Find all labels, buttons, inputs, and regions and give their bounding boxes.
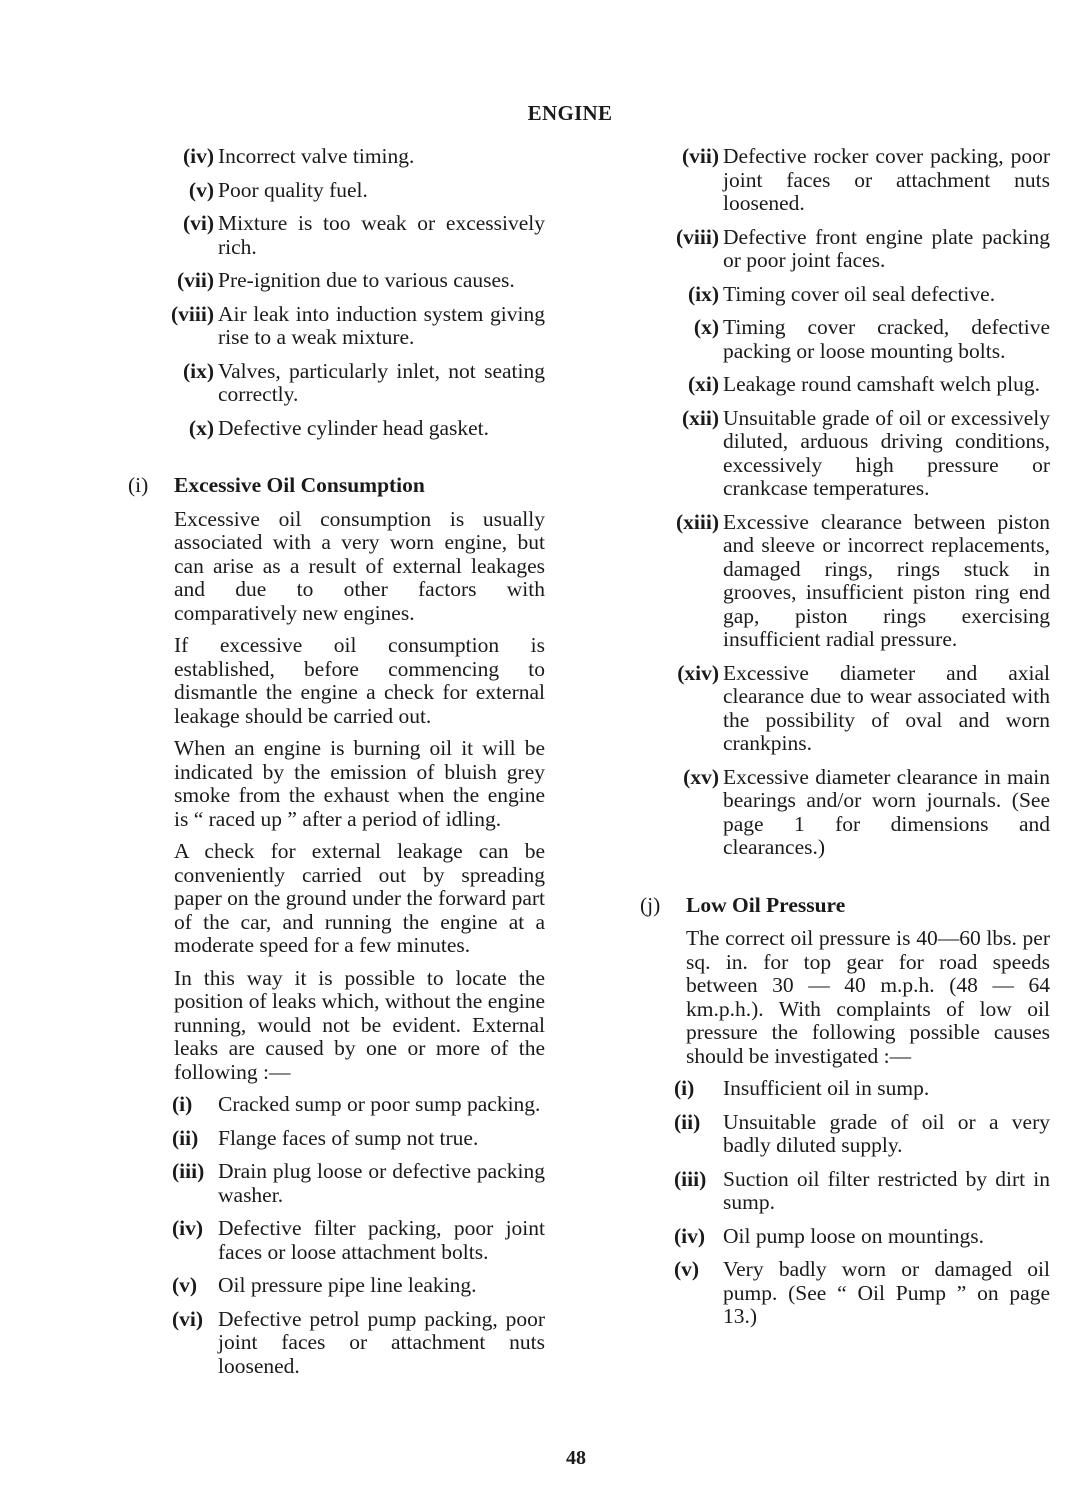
- item-number: (xii): [681, 405, 719, 430]
- item-number: (i): [172, 1092, 193, 1116]
- list-item: [150, 1127, 545, 1151]
- paragraph: When an engine is burning oil it will be indicated by the emission of bluish grey smoke from the exhaust when the engine is “ raced up ” after a period of idling.: [174, 736, 545, 831]
- paragraph: The correct oil pressure is 40—60 lbs. per sq. in. for top gear for road speeds between 30 — 40 m.p.h. (48 — 64 km.p.h.). With complaints of low oil pressure the following possible causes should be investigated :—: [686, 926, 1050, 1068]
- list-item: [662, 226, 1050, 273]
- item-number: (xi): [687, 372, 719, 396]
- item-number: (vii): [176, 268, 214, 292]
- list-item: [662, 407, 1050, 501]
- item-number: (xiii): [676, 509, 719, 534]
- item-number: (ix): [687, 281, 719, 306]
- section-title: Low Oil Pressure: [686, 892, 846, 917]
- item-number: (viii): [171, 301, 214, 326]
- item-text: Excessive diameter clearance in main bearings and/or worn journals. (See page 1 for dimensions and clearances.): [723, 764, 1050, 859]
- item-text: Unsuitable grade of oil or a very badly diluted supply.: [723, 1109, 1050, 1157]
- item-text: Air leak into induction system giving rise to a weak mixture.: [218, 301, 545, 349]
- item-text: Defective petrol pump packing, poor joint faces or attachment nuts loosened.: [218, 1306, 545, 1378]
- list-item: [150, 1308, 545, 1379]
- list-item: [662, 373, 1050, 397]
- paragraph: If excessive oil consumption is established, before commencing to dismantle the engine a check for external leakage should be carried out.: [174, 633, 545, 728]
- item-number: (x): [693, 315, 719, 339]
- item-number: (i): [674, 1076, 695, 1100]
- list-item: [150, 1160, 545, 1207]
- item-number: (ix): [182, 358, 214, 383]
- item-text: Pre-ignition due to various causes.: [218, 268, 515, 292]
- list-item: [150, 417, 545, 441]
- left-column: [128, 144, 545, 1388]
- list-item: [662, 766, 1050, 860]
- list-item: [150, 1093, 545, 1117]
- item-number: (ii): [674, 1109, 701, 1134]
- item-number: (iv): [182, 144, 214, 168]
- item-text: Leakage round camshaft welch plug.: [723, 372, 1040, 396]
- item-text: Defective front engine plate packing or poor joint faces.: [723, 224, 1050, 272]
- paragraph: In this way it is possible to locate the position of leaks which, without the engine running, would not be evident. External leaks are caused by one or more of the following :—: [174, 965, 545, 1084]
- section-title: Excessive Oil Consumption: [174, 473, 425, 497]
- item-number: (iii): [172, 1159, 205, 1183]
- item-text: Very badly worn or damaged oil pump. (See “ Oil Pump ” on page 13.): [723, 1257, 1050, 1328]
- item-text: Insufficient oil in sump.: [723, 1076, 930, 1100]
- paragraph: A check for external leakage can be conveniently carried out by spreading paper on the ground under the forward part of the car, and running the engine at a moderate speed for a few minutes.: [174, 839, 545, 957]
- item-text: Excessive clearance between piston and sleeve or incorrect replacements, damaged rings, rings stuck in grooves, insufficient piston ring end gap, piston rings exercising insufficient radial pressure.: [723, 509, 1050, 651]
- page-number: 48: [566, 1447, 586, 1469]
- item-number: (x): [188, 415, 214, 440]
- item-text: Timing cover cracked, defective packing or loose mounting bolts.: [723, 315, 1050, 363]
- item-number: (iv): [172, 1216, 204, 1240]
- item-text: Suction oil filter restricted by dirt in sump.: [723, 1166, 1050, 1214]
- list-item: [662, 316, 1050, 363]
- item-number: (viii): [676, 224, 719, 249]
- item-text: Flange faces of sump not true.: [218, 1125, 479, 1150]
- item-text: Timing cover oil seal defective.: [723, 281, 996, 306]
- paragraph: Excessive oil consumption is usually associated with a very worn engine, but can arise as a result of external leakages and due to other factors with comparatively new engines.: [174, 506, 545, 625]
- item-number: (v): [674, 1257, 700, 1281]
- list-item: [662, 1111, 1050, 1158]
- list-item: [662, 145, 1050, 216]
- item-number: (iii): [674, 1166, 707, 1191]
- item-text: Poor quality fuel.: [218, 177, 368, 202]
- item-number: (xiv): [677, 660, 719, 685]
- item-text: Oil pressure pipe line leaking.: [218, 1273, 477, 1297]
- item-text: Drain plug loose or defective packing washer.: [218, 1159, 545, 1207]
- list-item: [150, 179, 545, 203]
- list-item: [150, 1274, 545, 1298]
- list-item: [662, 283, 1050, 307]
- list-item: [150, 1217, 545, 1264]
- list-item: [662, 1258, 1050, 1329]
- list-item: [150, 303, 545, 350]
- item-text: Defective filter packing, poor joint faces or loose attachment bolts.: [218, 1216, 545, 1264]
- right-column: [640, 144, 1050, 1339]
- item-number: (v): [172, 1273, 198, 1297]
- item-number: (ii): [172, 1125, 199, 1150]
- section-label: (j): [640, 892, 661, 917]
- item-number: (v): [188, 177, 214, 202]
- item-text: Valves, particularly inlet, not seating correctly.: [218, 358, 545, 406]
- list-item: [150, 145, 545, 169]
- section-heading-low-oil-pressure: [640, 892, 1050, 918]
- list-item: [662, 662, 1050, 756]
- item-text: Incorrect valve timing.: [218, 144, 415, 168]
- item-text: Defective cylinder head gasket.: [218, 415, 490, 440]
- section-heading-excessive-oil-consumption: [128, 473, 545, 498]
- item-number: (vii): [681, 144, 719, 168]
- list-item: [150, 360, 545, 407]
- item-text: Oil pump loose on mountings.: [723, 1223, 984, 1248]
- item-number: (xv): [683, 764, 719, 789]
- list-item: [662, 1225, 1050, 1249]
- list-item: [662, 1077, 1050, 1101]
- page-header: ENGINE: [527, 101, 613, 125]
- item-text: Mixture is too weak or excessively rich.: [218, 211, 545, 259]
- item-text: Excessive diameter and axial clearance due to wear associated with the possibility of oval and worn crankpins.: [723, 660, 1050, 755]
- list-item: [150, 269, 545, 293]
- section-label: (i): [128, 473, 149, 497]
- item-text: Cracked sump or poor sump packing.: [218, 1092, 541, 1116]
- list-item: [150, 212, 545, 259]
- item-number: (vi): [172, 1306, 204, 1331]
- list-item: [662, 1168, 1050, 1215]
- item-number: (vi): [182, 211, 214, 235]
- list-item: [662, 511, 1050, 652]
- item-text: Defective rocker cover packing, poor joint faces or attachment nuts loosened.: [723, 144, 1050, 215]
- item-text: Unsuitable grade of oil or excessively diluted, arduous driving conditions, excessively high pressure or crankcase temperatures.: [723, 405, 1050, 500]
- item-number: (iv): [674, 1223, 706, 1248]
